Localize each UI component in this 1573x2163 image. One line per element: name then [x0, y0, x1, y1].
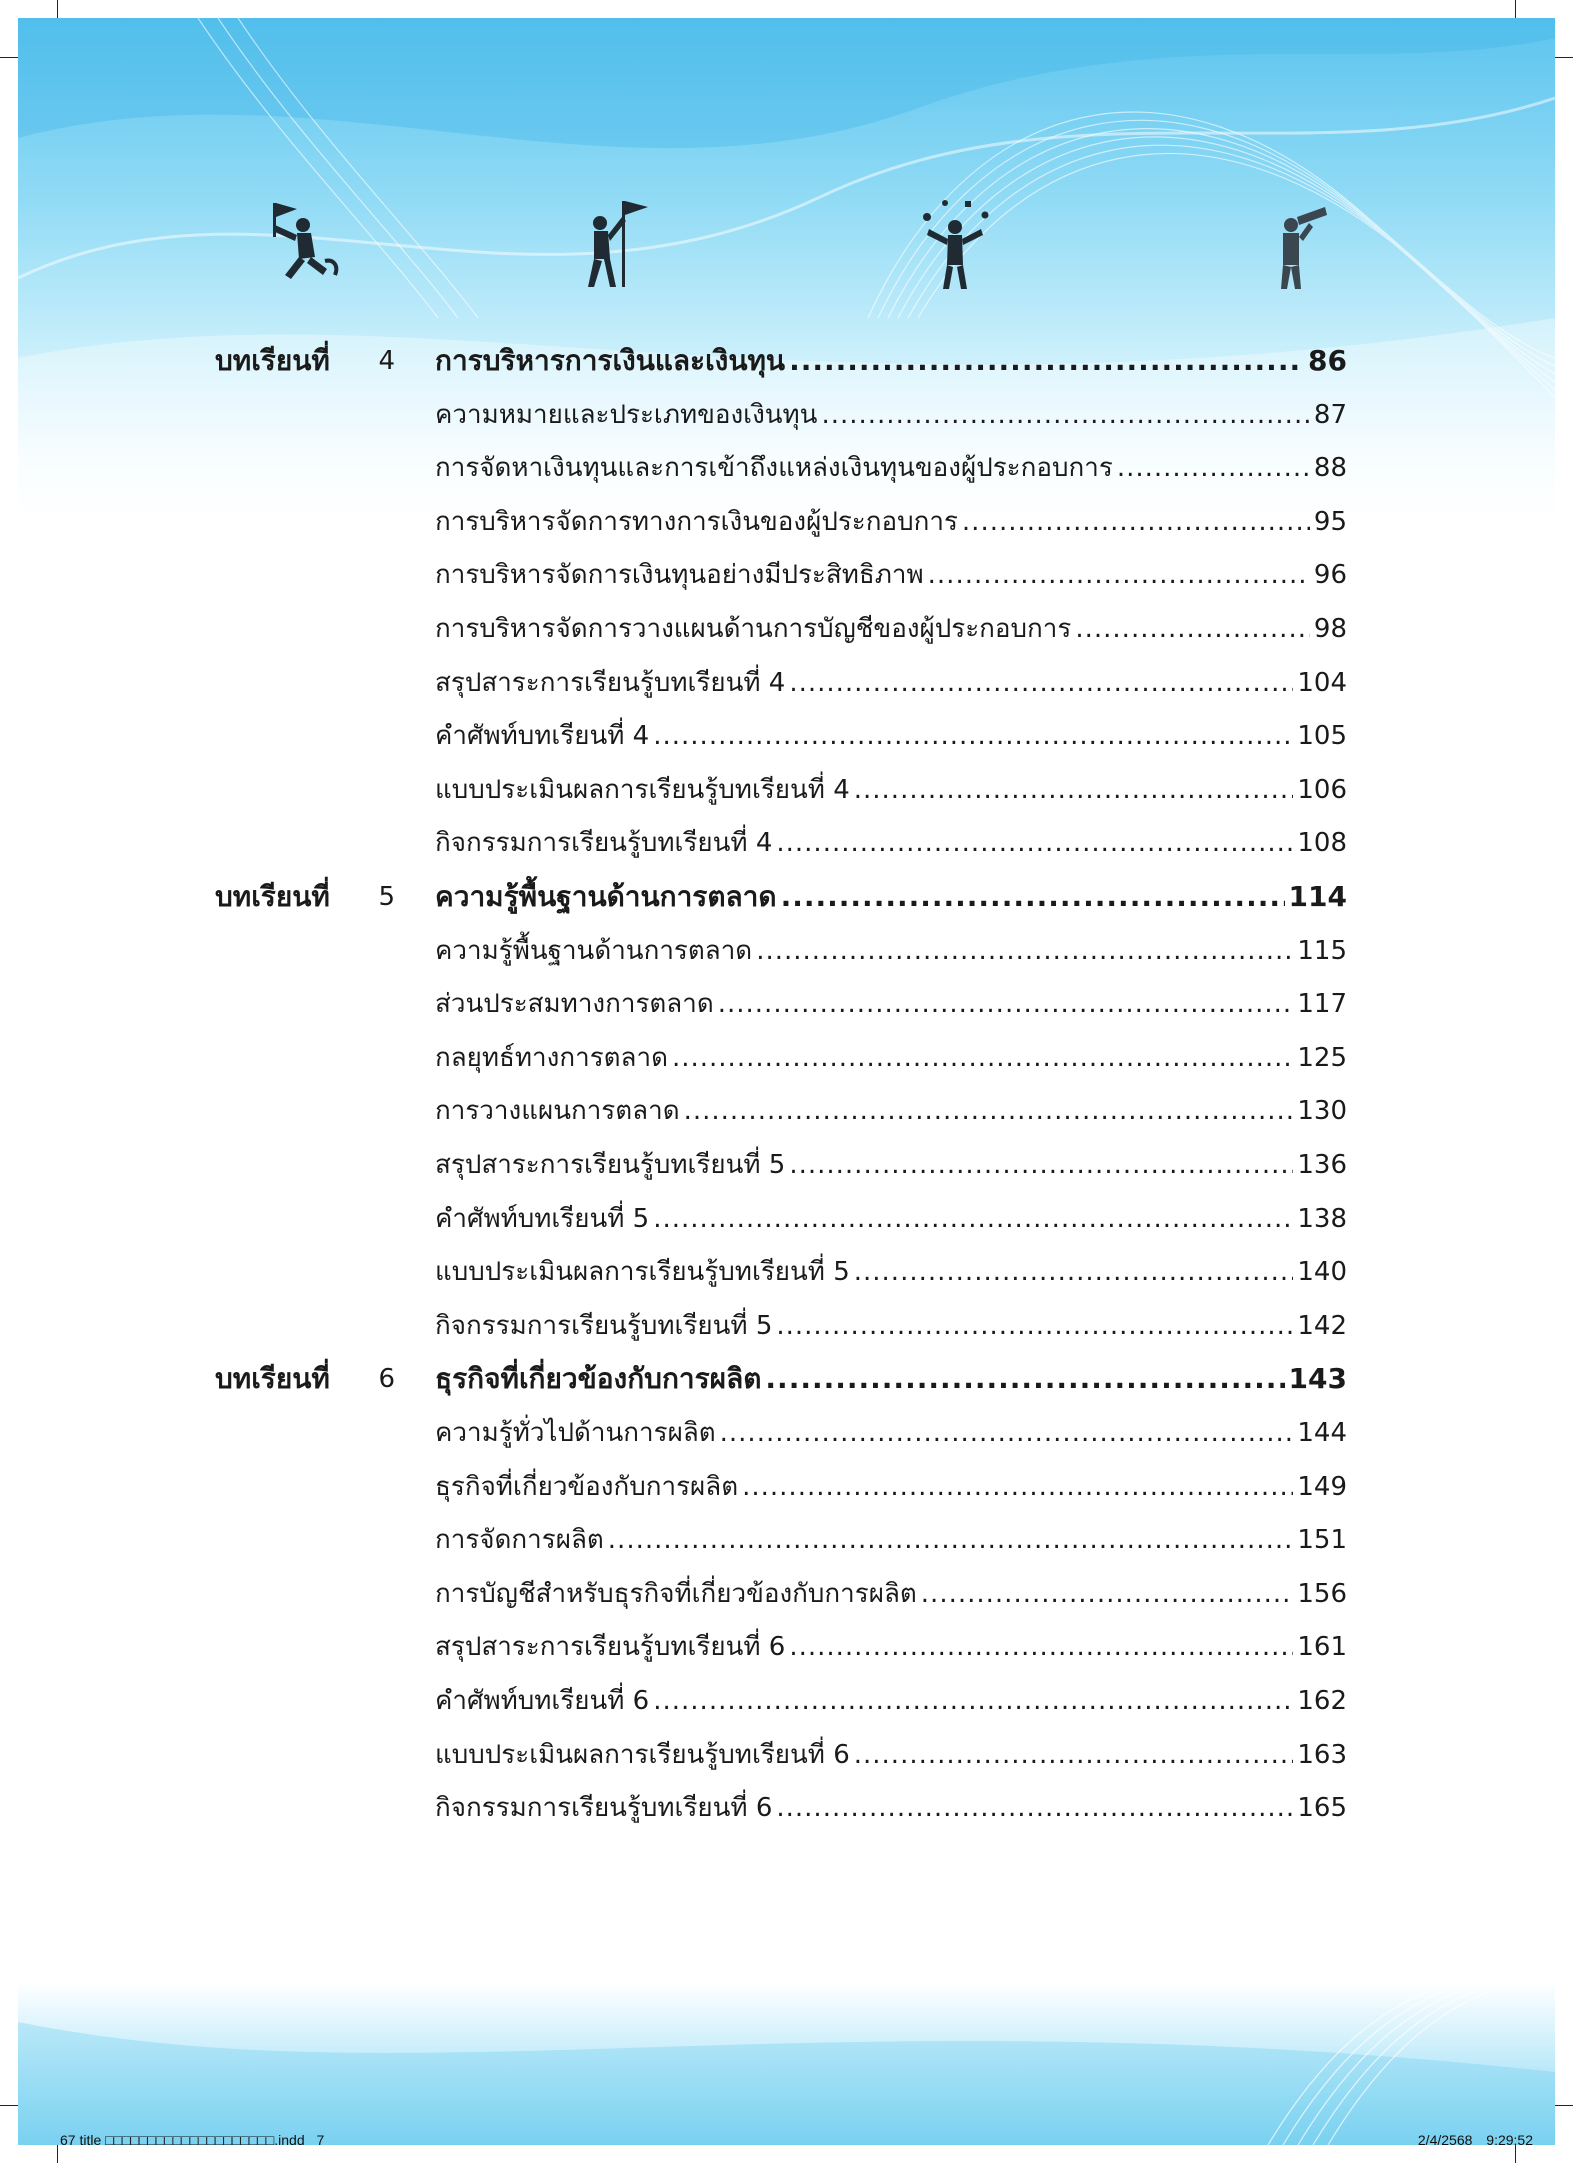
toc-chapter-row[interactable]	[435, 330, 1347, 378]
runner-flag-icon	[255, 195, 355, 295]
entry-title: การจัดการผลิต	[435, 1525, 604, 1555]
toc-entry-row[interactable]	[435, 1134, 1347, 1182]
entry-title: การบัญชีสำหรับธุรกิจที่เกี่ยวข้องกับการผลิต	[435, 1579, 917, 1609]
dot-leader	[776, 826, 1293, 860]
dot-leader	[789, 1148, 1293, 1182]
toc-entry-row[interactable]	[435, 1188, 1347, 1236]
bottom-banner	[18, 1982, 1555, 2145]
entry-page-number: 130	[1297, 1096, 1347, 1126]
dot-leader	[776, 1309, 1293, 1343]
dot-leader	[1075, 612, 1310, 646]
entry-page-number: 88	[1313, 453, 1347, 483]
entry-title: ความรู้พื้นฐานด้านการตลาด	[435, 936, 753, 966]
footer-file-info	[60, 2132, 324, 2148]
entry-page-number: 98	[1313, 614, 1347, 644]
dot-leader	[672, 1041, 1293, 1075]
entry-title: การจัดหาเงินทุนและการเข้าถึงแหล่งเงินทุนของผู้ประกอบการ	[435, 453, 1113, 483]
dot-leader	[928, 558, 1310, 592]
entry-title: สรุปสาระการเรียนรู้บทเรียนที่ 4	[435, 668, 786, 698]
toc-entry-row[interactable]	[435, 1670, 1347, 1718]
dot-leader	[653, 719, 1293, 753]
toc-entry-row[interactable]	[435, 1456, 1347, 1504]
dot-leader	[854, 773, 1294, 807]
entry-page-number: 106	[1297, 775, 1347, 805]
toc-entry-row[interactable]	[435, 1402, 1347, 1450]
dot-leader	[854, 1255, 1294, 1289]
entry-title: กิจกรรมการเรียนรู้บทเรียนที่ 4	[435, 828, 773, 858]
telescope-person-icon	[1245, 195, 1345, 295]
chapter-label-text: บทเรียนที่	[215, 1362, 330, 1395]
dot-leader	[789, 1630, 1293, 1664]
toc-entry-row[interactable]	[435, 1616, 1347, 1664]
entry-title: ความรู้ทั่วไปด้านการผลิต	[435, 1418, 716, 1448]
toc-entry-row[interactable]	[435, 920, 1347, 968]
footer-timestamp	[1418, 2132, 1533, 2148]
footer-page-number: 7	[316, 2132, 325, 2148]
entry-title: ความหมายและประเภทของเงินทุน	[435, 400, 818, 430]
chapter-page-number: 114	[1288, 880, 1347, 913]
entry-page-number: 156	[1297, 1579, 1347, 1609]
dot-leader	[789, 666, 1293, 700]
entry-page-number: 161	[1297, 1632, 1347, 1662]
juggler-icon	[905, 195, 1005, 295]
toc-entry-row[interactable]	[435, 598, 1347, 646]
entry-title: คำศัพท์บทเรียนที่ 5	[435, 1204, 650, 1234]
entry-page-number: 105	[1297, 721, 1347, 751]
dot-leader	[684, 1094, 1294, 1128]
entry-page-number: 136	[1297, 1150, 1347, 1180]
entry-page-number: 165	[1297, 1793, 1347, 1823]
entry-title: กิจกรรมการเรียนรู้บทเรียนที่ 6	[435, 1793, 773, 1823]
dot-leader	[765, 1362, 1284, 1396]
entry-page-number: 140	[1297, 1257, 1347, 1287]
entry-page-number: 151	[1297, 1525, 1347, 1555]
toc-entry-row[interactable]	[435, 973, 1347, 1021]
dot-leader	[608, 1523, 1294, 1557]
dot-leader	[781, 880, 1285, 914]
chapter-title: การบริหารการเงินและเงินทุน	[435, 344, 786, 377]
dot-leader	[962, 505, 1310, 539]
chapter-page-number: 143	[1288, 1362, 1347, 1395]
dot-leader	[653, 1684, 1293, 1718]
toc-entry-row[interactable]	[435, 491, 1347, 539]
toc-entry-row[interactable]	[435, 1724, 1347, 1772]
toc-entry-row[interactable]	[435, 759, 1347, 807]
toc-entry-row[interactable]	[435, 1080, 1347, 1128]
entry-page-number: 115	[1297, 936, 1347, 966]
dot-leader	[821, 398, 1309, 432]
entry-page-number: 125	[1297, 1043, 1347, 1073]
dot-leader	[1117, 451, 1310, 485]
toc-chapter-row[interactable]	[435, 866, 1347, 914]
entry-title: การบริหารจัดการเงินทุนอย่างมีประสิทธิภาพ	[435, 560, 924, 590]
entry-page-number: 96	[1313, 560, 1347, 590]
entry-title: แบบประเมินผลการเรียนรู้บทเรียนที่ 4	[435, 775, 850, 805]
chapter-label-text: บทเรียนที่	[215, 344, 330, 377]
dot-leader	[720, 1416, 1294, 1450]
entry-page-number: 142	[1297, 1311, 1347, 1341]
toc-entry-row[interactable]	[435, 544, 1347, 592]
toc-entry-row[interactable]	[435, 1509, 1347, 1557]
dot-leader	[756, 934, 1293, 968]
chapter-label	[215, 330, 415, 378]
entry-page-number: 144	[1297, 1418, 1347, 1448]
entry-page-number: 104	[1297, 668, 1347, 698]
entry-page-number: 162	[1297, 1686, 1347, 1716]
entry-page-number: 95	[1313, 507, 1347, 537]
dot-leader	[776, 1791, 1293, 1825]
toc-entry-row[interactable]	[435, 812, 1347, 860]
entry-page-number: 117	[1297, 989, 1347, 1019]
toc-entry-row[interactable]	[435, 1563, 1347, 1611]
toc-entry-row[interactable]	[435, 437, 1347, 485]
entry-title: คำศัพท์บทเรียนที่ 4	[435, 721, 650, 751]
chapter-page-number: 86	[1308, 344, 1347, 377]
toc-entry-row[interactable]	[435, 652, 1347, 700]
entry-title: ส่วนประสมทางการตลาด	[435, 989, 714, 1019]
footer-time: 9:29:52	[1486, 2132, 1533, 2148]
entry-title: แบบประเมินผลการเรียนรู้บทเรียนที่ 6	[435, 1740, 850, 1770]
chapter-label	[215, 1348, 415, 1396]
footer-date: 2/4/2568	[1417, 2132, 1473, 2148]
entry-title: แบบประเมินผลการเรียนรู้บทเรียนที่ 5	[435, 1257, 850, 1287]
entry-page-number: 149	[1297, 1472, 1347, 1502]
toc-chapter-row[interactable]	[435, 1348, 1347, 1396]
chapter-number: 4	[378, 346, 395, 376]
chapter-number: 5	[378, 882, 395, 912]
flag-climber-icon	[560, 195, 660, 295]
chapter-title: ธุรกิจที่เกี่ยวข้องกับการผลิต	[435, 1362, 762, 1395]
entry-title: คำศัพท์บทเรียนที่ 6	[435, 1686, 650, 1716]
dot-leader	[921, 1577, 1294, 1611]
dot-leader	[854, 1738, 1294, 1772]
entry-title: สรุปสาระการเรียนรู้บทเรียนที่ 5	[435, 1150, 786, 1180]
chapter-label	[215, 866, 415, 914]
dot-leader	[653, 1202, 1293, 1236]
dot-leader	[789, 344, 1304, 378]
toc-entry-row[interactable]	[435, 1027, 1347, 1075]
chapter-label-text: บทเรียนที่	[215, 880, 330, 913]
entry-title: การวางแผนการตลาด	[435, 1096, 680, 1126]
entry-title: การบริหารจัดการทางการเงินของผู้ประกอบการ	[435, 507, 958, 537]
dot-leader	[718, 987, 1294, 1021]
entry-title: กลยุทธ์ทางการตลาด	[435, 1043, 668, 1073]
entry-title: กิจกรรมการเรียนรู้บทเรียนที่ 5	[435, 1311, 773, 1341]
toc-entry-row[interactable]	[435, 705, 1347, 753]
chapter-title: ความรู้พื้นฐานด้านการตลาด	[435, 880, 777, 913]
entry-title: ธุรกิจที่เกี่ยวข้องกับการผลิต	[435, 1472, 739, 1502]
entry-title: สรุปสาระการเรียนรู้บทเรียนที่ 6	[435, 1632, 786, 1662]
wave-lines-decoration	[18, 1982, 1555, 2145]
footer-filename: 67 title □□□□□□□□□□□□□□□□□□□□.indd	[60, 2132, 305, 2148]
toc-entry-row[interactable]	[435, 1777, 1347, 1825]
entry-page-number: 108	[1297, 828, 1347, 858]
dot-leader	[742, 1470, 1293, 1504]
entry-page-number: 87	[1313, 400, 1347, 430]
entry-page-number: 163	[1297, 1740, 1347, 1770]
entry-page-number: 138	[1297, 1204, 1347, 1234]
toc-entry-row[interactable]	[435, 1295, 1347, 1343]
toc-entry-row[interactable]	[435, 1241, 1347, 1289]
chapter-number: 6	[378, 1364, 395, 1394]
entry-title: การบริหารจัดการวางแผนด้านการบัญชีของผู้ประกอบการ	[435, 614, 1072, 644]
toc-entry-row[interactable]	[435, 384, 1347, 432]
